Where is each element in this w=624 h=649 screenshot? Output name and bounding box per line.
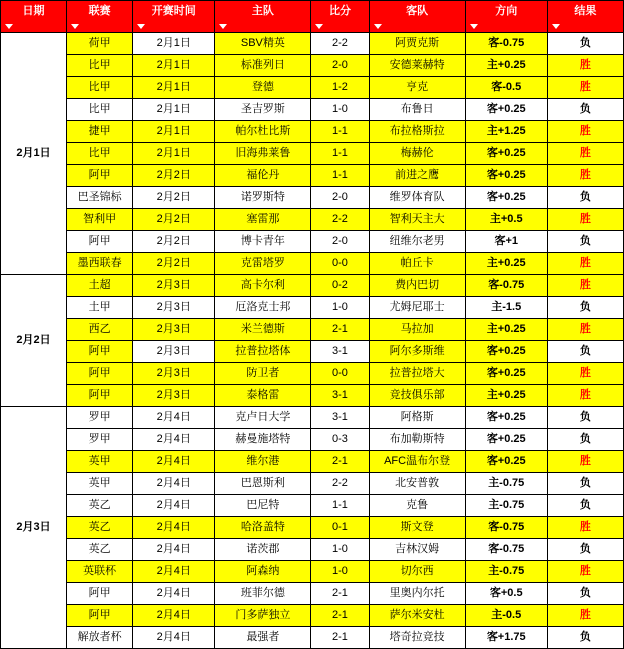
cell-away-team: AFC温布尔登	[369, 451, 465, 473]
table-header-row	[1, 1, 624, 33]
cell-score: 1-1	[311, 165, 369, 187]
cell-away-team: 竞技俱乐部	[369, 385, 465, 407]
table-row	[1, 297, 624, 319]
cell-result: 负	[547, 583, 623, 605]
cell-away-team: 安德莱赫特	[369, 55, 465, 77]
cell-home-team: 标准列日	[215, 55, 311, 77]
table-row	[1, 99, 624, 121]
cell-direction: 客-0.75	[465, 33, 547, 55]
cell-league: 阿甲	[67, 605, 133, 627]
cell-score: 1-1	[311, 495, 369, 517]
cell-direction: 客-0.5	[465, 77, 547, 99]
cell-league: 墨西联春	[67, 253, 133, 275]
cell-result: 胜	[547, 319, 623, 341]
cell-result: 胜	[547, 605, 623, 627]
cell-home-team: 最强者	[215, 627, 311, 649]
cell-result: 负	[547, 341, 623, 363]
table-row	[1, 275, 624, 297]
cell-away-team: 塔奇拉竞技	[369, 627, 465, 649]
cell-home-team: 维尔港	[215, 451, 311, 473]
cell-league: 阿甲	[67, 231, 133, 253]
table-row	[1, 363, 624, 385]
cell-away-team: 拉普拉塔大	[369, 363, 465, 385]
cell-home-team: 巴恩斯利	[215, 473, 311, 495]
cell-result: 胜	[547, 55, 623, 77]
cell-league: 捷甲	[67, 121, 133, 143]
date-group-cell: 2月2日	[1, 275, 67, 407]
cell-away-team: 尤姆尼耶士	[369, 297, 465, 319]
column-header-away-label: 客队	[406, 5, 429, 17]
cell-kickoff: 2月4日	[133, 473, 215, 495]
cell-kickoff: 2月2日	[133, 253, 215, 275]
cell-league: 解放者杯	[67, 627, 133, 649]
cell-result: 负	[547, 539, 623, 561]
cell-league: 英乙	[67, 517, 133, 539]
cell-score: 1-0	[311, 539, 369, 561]
cell-kickoff: 2月4日	[133, 495, 215, 517]
cell-result: 胜	[547, 165, 623, 187]
cell-result: 胜	[547, 77, 623, 99]
cell-result: 负	[547, 627, 623, 649]
cell-score: 0-0	[311, 253, 369, 275]
cell-home-team: 赫曼施塔特	[215, 429, 311, 451]
cell-kickoff: 2月4日	[133, 605, 215, 627]
cell-away-team: 阿尔多斯维	[369, 341, 465, 363]
cell-direction: 主+0.25	[465, 253, 547, 275]
table-row	[1, 473, 624, 495]
filter-arrow-icon[interactable]	[5, 24, 13, 29]
table-row	[1, 451, 624, 473]
date-group-cell: 2月3日	[1, 407, 67, 649]
filter-arrow-icon[interactable]	[470, 24, 478, 29]
cell-kickoff: 2月4日	[133, 517, 215, 539]
table-row	[1, 385, 624, 407]
cell-score: 2-0	[311, 55, 369, 77]
filter-arrow-icon[interactable]	[137, 24, 145, 29]
cell-kickoff: 2月2日	[133, 187, 215, 209]
cell-result: 负	[547, 231, 623, 253]
table-row	[1, 429, 624, 451]
table-body	[1, 33, 624, 649]
cell-result: 负	[547, 495, 623, 517]
cell-direction: 主-0.75	[465, 561, 547, 583]
cell-kickoff: 2月3日	[133, 297, 215, 319]
cell-league: 比甲	[67, 143, 133, 165]
cell-result: 胜	[547, 385, 623, 407]
cell-league: 巴圣锦标	[67, 187, 133, 209]
cell-kickoff: 2月1日	[133, 121, 215, 143]
cell-kickoff: 2月4日	[133, 451, 215, 473]
cell-kickoff: 2月4日	[133, 429, 215, 451]
cell-league: 英联杯	[67, 561, 133, 583]
column-header-home[interactable]	[215, 1, 311, 33]
cell-kickoff: 2月4日	[133, 539, 215, 561]
table-row	[1, 33, 624, 55]
column-header-result[interactable]	[547, 1, 623, 33]
cell-direction: 客+0.25	[465, 165, 547, 187]
table-row	[1, 627, 624, 649]
table-row	[1, 561, 624, 583]
table-row	[1, 143, 624, 165]
cell-score: 2-1	[311, 451, 369, 473]
cell-direction: 主+1.25	[465, 121, 547, 143]
column-header-score-label: 比分	[328, 5, 351, 17]
cell-home-team: 帕尔杜比斯	[215, 121, 311, 143]
cell-result: 胜	[547, 363, 623, 385]
cell-home-team: 拉普拉塔体	[215, 341, 311, 363]
table-row	[1, 319, 624, 341]
cell-home-team: 哈洛盖特	[215, 517, 311, 539]
cell-result: 负	[547, 473, 623, 495]
table-row	[1, 187, 624, 209]
cell-direction: 客-0.75	[465, 517, 547, 539]
cell-result: 负	[547, 33, 623, 55]
cell-kickoff: 2月4日	[133, 583, 215, 605]
cell-result: 胜	[547, 561, 623, 583]
table-row	[1, 495, 624, 517]
table-row	[1, 253, 624, 275]
cell-away-team: 纽维尔老男	[369, 231, 465, 253]
cell-home-team: 防卫者	[215, 363, 311, 385]
cell-direction: 客+1	[465, 231, 547, 253]
cell-direction: 客+0.25	[465, 143, 547, 165]
cell-result: 胜	[547, 275, 623, 297]
cell-result: 负	[547, 429, 623, 451]
cell-kickoff: 2月4日	[133, 561, 215, 583]
cell-score: 3-1	[311, 385, 369, 407]
cell-score: 2-0	[311, 231, 369, 253]
cell-league: 土甲	[67, 297, 133, 319]
cell-away-team: 阿贾克斯	[369, 33, 465, 55]
cell-direction: 客+0.25	[465, 429, 547, 451]
column-header-date[interactable]	[1, 1, 67, 33]
cell-league: 英乙	[67, 495, 133, 517]
cell-home-team: 登德	[215, 77, 311, 99]
cell-score: 1-1	[311, 143, 369, 165]
filter-arrow-icon[interactable]	[219, 24, 227, 29]
filter-arrow-icon[interactable]	[374, 24, 382, 29]
cell-score: 2-1	[311, 319, 369, 341]
cell-score: 1-0	[311, 99, 369, 121]
cell-away-team: 布加勒斯特	[369, 429, 465, 451]
cell-score: 2-2	[311, 33, 369, 55]
cell-result: 胜	[547, 451, 623, 473]
cell-away-team: 里奥内尔托	[369, 583, 465, 605]
column-header-result-label: 结果	[574, 5, 597, 17]
cell-away-team: 阿格斯	[369, 407, 465, 429]
column-header-direction[interactable]	[465, 1, 547, 33]
cell-home-team: 米兰德斯	[215, 319, 311, 341]
cell-league: 英甲	[67, 451, 133, 473]
column-header-league-label: 联赛	[88, 5, 111, 17]
column-header-score[interactable]	[311, 1, 369, 33]
column-header-home-label: 主队	[251, 5, 274, 17]
column-header-date-label: 日期	[22, 5, 45, 17]
cell-kickoff: 2月1日	[133, 33, 215, 55]
cell-away-team: 帕丘卡	[369, 253, 465, 275]
cell-home-team: 圣吉罗斯	[215, 99, 311, 121]
cell-score: 1-0	[311, 561, 369, 583]
column-header-kickoff-label: 开赛时间	[151, 5, 196, 17]
table-row	[1, 165, 624, 187]
cell-result: 胜	[547, 209, 623, 231]
cell-direction: 主+0.25	[465, 55, 547, 77]
cell-league: 英甲	[67, 473, 133, 495]
cell-direction: 客-0.75	[465, 275, 547, 297]
cell-home-team: 诺罗斯特	[215, 187, 311, 209]
cell-kickoff: 2月3日	[133, 363, 215, 385]
filter-arrow-icon[interactable]	[315, 24, 323, 29]
cell-home-team: 门多萨独立	[215, 605, 311, 627]
cell-result: 负	[547, 407, 623, 429]
table-row	[1, 539, 624, 561]
cell-kickoff: 2月1日	[133, 77, 215, 99]
table-row	[1, 517, 624, 539]
cell-kickoff: 2月2日	[133, 231, 215, 253]
cell-direction: 客-0.75	[465, 539, 547, 561]
cell-score: 3-1	[311, 407, 369, 429]
cell-result: 胜	[547, 517, 623, 539]
cell-away-team: 前进之鹰	[369, 165, 465, 187]
table-row	[1, 407, 624, 429]
cell-score: 2-1	[311, 627, 369, 649]
cell-kickoff: 2月3日	[133, 341, 215, 363]
cell-home-team: 阿森纳	[215, 561, 311, 583]
cell-home-team: SBV精英	[215, 33, 311, 55]
table-row	[1, 77, 624, 99]
cell-score: 2-1	[311, 583, 369, 605]
cell-score: 2-1	[311, 605, 369, 627]
cell-home-team: 博卡青年	[215, 231, 311, 253]
cell-score: 0-3	[311, 429, 369, 451]
cell-home-team: 高卡尔利	[215, 275, 311, 297]
cell-direction: 主+0.5	[465, 209, 547, 231]
cell-league: 智利甲	[67, 209, 133, 231]
cell-kickoff: 2月1日	[133, 55, 215, 77]
table-row	[1, 341, 624, 363]
column-header-league[interactable]	[67, 1, 133, 33]
cell-home-team: 塞雷那	[215, 209, 311, 231]
cell-home-team: 克雷塔罗	[215, 253, 311, 275]
cell-score: 0-0	[311, 363, 369, 385]
cell-result: 胜	[547, 143, 623, 165]
cell-away-team: 费内巴切	[369, 275, 465, 297]
cell-score: 1-1	[311, 121, 369, 143]
cell-direction: 客+0.25	[465, 187, 547, 209]
cell-league: 荷甲	[67, 33, 133, 55]
cell-league: 比甲	[67, 55, 133, 77]
cell-away-team: 布拉格斯拉	[369, 121, 465, 143]
cell-league: 阿甲	[67, 341, 133, 363]
cell-away-team: 亨克	[369, 77, 465, 99]
cell-home-team: 班菲尔德	[215, 583, 311, 605]
cell-away-team: 梅赫伦	[369, 143, 465, 165]
cell-away-team: 克鲁	[369, 495, 465, 517]
cell-score: 2-0	[311, 187, 369, 209]
cell-league: 比甲	[67, 99, 133, 121]
cell-away-team: 维罗体育队	[369, 187, 465, 209]
cell-league: 阿甲	[67, 165, 133, 187]
cell-result: 胜	[547, 121, 623, 143]
cell-result: 负	[547, 187, 623, 209]
cell-score: 0-2	[311, 275, 369, 297]
cell-direction: 客+0.25	[465, 99, 547, 121]
table-row	[1, 55, 624, 77]
date-group-cell: 2月1日	[1, 33, 67, 275]
cell-league: 阿甲	[67, 363, 133, 385]
cell-away-team: 智利天主大	[369, 209, 465, 231]
filter-arrow-icon[interactable]	[552, 24, 560, 29]
cell-league: 阿甲	[67, 385, 133, 407]
cell-score: 3-1	[311, 341, 369, 363]
cell-away-team: 斯文登	[369, 517, 465, 539]
cell-kickoff: 2月4日	[133, 627, 215, 649]
filter-arrow-icon[interactable]	[71, 24, 79, 29]
cell-home-team: 克卢日大学	[215, 407, 311, 429]
cell-direction: 主+0.25	[465, 385, 547, 407]
cell-league: 英乙	[67, 539, 133, 561]
cell-kickoff: 2月3日	[133, 319, 215, 341]
cell-kickoff: 2月4日	[133, 407, 215, 429]
cell-kickoff: 2月2日	[133, 209, 215, 231]
cell-kickoff: 2月1日	[133, 143, 215, 165]
table-row	[1, 231, 624, 253]
cell-league: 比甲	[67, 77, 133, 99]
cell-away-team: 马拉加	[369, 319, 465, 341]
cell-kickoff: 2月3日	[133, 275, 215, 297]
cell-direction: 客+0.25	[465, 407, 547, 429]
cell-home-team: 旧海弗莱鲁	[215, 143, 311, 165]
cell-league: 罗甲	[67, 407, 133, 429]
cell-direction: 主+0.25	[465, 319, 547, 341]
cell-result: 负	[547, 297, 623, 319]
cell-score: 1-0	[311, 297, 369, 319]
cell-direction: 主-0.75	[465, 473, 547, 495]
cell-direction: 主-0.75	[465, 495, 547, 517]
cell-score: 2-2	[311, 209, 369, 231]
cell-kickoff: 2月3日	[133, 385, 215, 407]
cell-away-team: 布鲁日	[369, 99, 465, 121]
cell-away-team: 切尔西	[369, 561, 465, 583]
column-header-kickoff[interactable]	[133, 1, 215, 33]
cell-kickoff: 2月2日	[133, 165, 215, 187]
cell-away-team: 北安普敦	[369, 473, 465, 495]
table-row	[1, 121, 624, 143]
cell-home-team: 诺茨郡	[215, 539, 311, 561]
cell-direction: 客+1.75	[465, 627, 547, 649]
cell-score: 1-2	[311, 77, 369, 99]
cell-home-team: 厄洛克士邦	[215, 297, 311, 319]
cell-kickoff: 2月1日	[133, 99, 215, 121]
cell-direction: 主-1.5	[465, 297, 547, 319]
cell-home-team: 福伦丹	[215, 165, 311, 187]
cell-home-team: 泰格雷	[215, 385, 311, 407]
cell-league: 土超	[67, 275, 133, 297]
cell-away-team: 萨尔米安杜	[369, 605, 465, 627]
table-row	[1, 209, 624, 231]
cell-direction: 客+0.25	[465, 363, 547, 385]
cell-league: 西乙	[67, 319, 133, 341]
cell-direction: 客+0.5	[465, 583, 547, 605]
cell-league: 罗甲	[67, 429, 133, 451]
cell-direction: 客+0.25	[465, 451, 547, 473]
column-header-away[interactable]	[369, 1, 465, 33]
cell-away-team: 吉林汉姆	[369, 539, 465, 561]
cell-score: 2-2	[311, 473, 369, 495]
cell-home-team: 巴尼特	[215, 495, 311, 517]
table-row	[1, 605, 624, 627]
table-row	[1, 583, 624, 605]
cell-direction: 主-0.5	[465, 605, 547, 627]
cell-score: 0-1	[311, 517, 369, 539]
column-header-direction-label: 方向	[495, 5, 518, 17]
cell-direction: 客+0.25	[465, 341, 547, 363]
cell-result: 负	[547, 99, 623, 121]
cell-result: 胜	[547, 253, 623, 275]
cell-league: 阿甲	[67, 583, 133, 605]
